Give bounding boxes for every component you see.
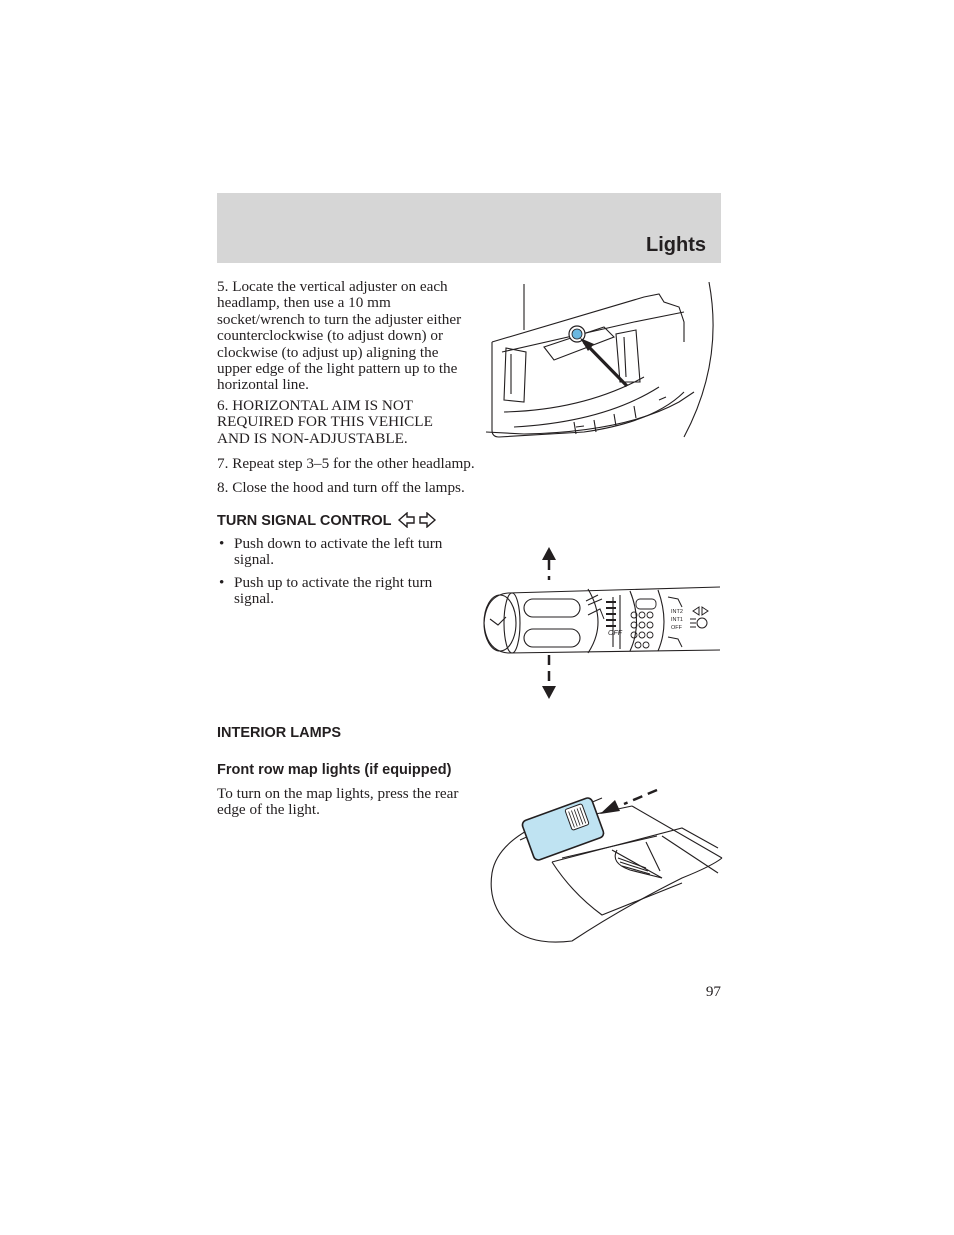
stalk-int2-label: INT2 <box>671 609 683 615</box>
turn-signal-heading <box>217 512 437 529</box>
list-item: • Push down to activate the left turn signal. <box>219 535 443 569</box>
map-lights-text: To turn on the map lights, press the rear edge of the light. <box>217 785 459 819</box>
list-item: • Push up to activate the right turn signal. <box>219 573 433 608</box>
multifunction-stalk-figure <box>478 535 724 705</box>
up-arrow-icon <box>542 547 556 560</box>
stalk-off-small-label: OFF <box>671 625 682 631</box>
map-light-figure <box>482 778 724 948</box>
stalk-int1-label: INT1 <box>671 617 683 623</box>
headlamp-adjuster-figure <box>484 282 724 442</box>
section-title: Lights <box>646 234 706 256</box>
bullet-text: Push down to activate the left turn signal. <box>234 535 443 569</box>
press-arrow-icon <box>600 800 620 814</box>
page-number: 97 <box>705 983 721 1000</box>
interior-lamps-heading: INTERIOR LAMPS <box>217 725 342 741</box>
vertical-adjuster-icon <box>572 329 582 339</box>
wiper-symbols-icon <box>586 595 708 647</box>
section-header-band <box>217 193 721 263</box>
turn-signal-arrows-icon <box>397 512 437 528</box>
map-lights-subheading: Front row map lights (if equipped) <box>217 762 452 778</box>
turn-signal-bullets <box>217 536 472 614</box>
step-6-text: 6. HORIZONTAL AIM IS NOT REQUIRED FOR THIS VEHICLE AND IS NON-ADJUSTABLE. <box>217 397 433 447</box>
step-5-text: 5. Locate the vertical adjuster on each headlamp, then use a 10 mm socket/wrench to turn the adjuster either counterclockwise (to adjust down) or clockwise (to adjust up) aligning the upper edge of the light pattern up to the horizontal line. <box>217 278 462 394</box>
down-arrow-icon <box>542 686 556 699</box>
turn-signal-heading-text: TURN SIGNAL CONTROL <box>217 513 392 529</box>
step-7-text: 7. Repeat step 3–5 for the other headlamp. <box>217 455 475 472</box>
step-8-text: 8. Close the hood and turn off the lamps. <box>217 479 465 496</box>
bullet-text: Push up to activate the right turn signal. <box>234 573 433 608</box>
stalk-off-label: OFF <box>608 630 622 637</box>
